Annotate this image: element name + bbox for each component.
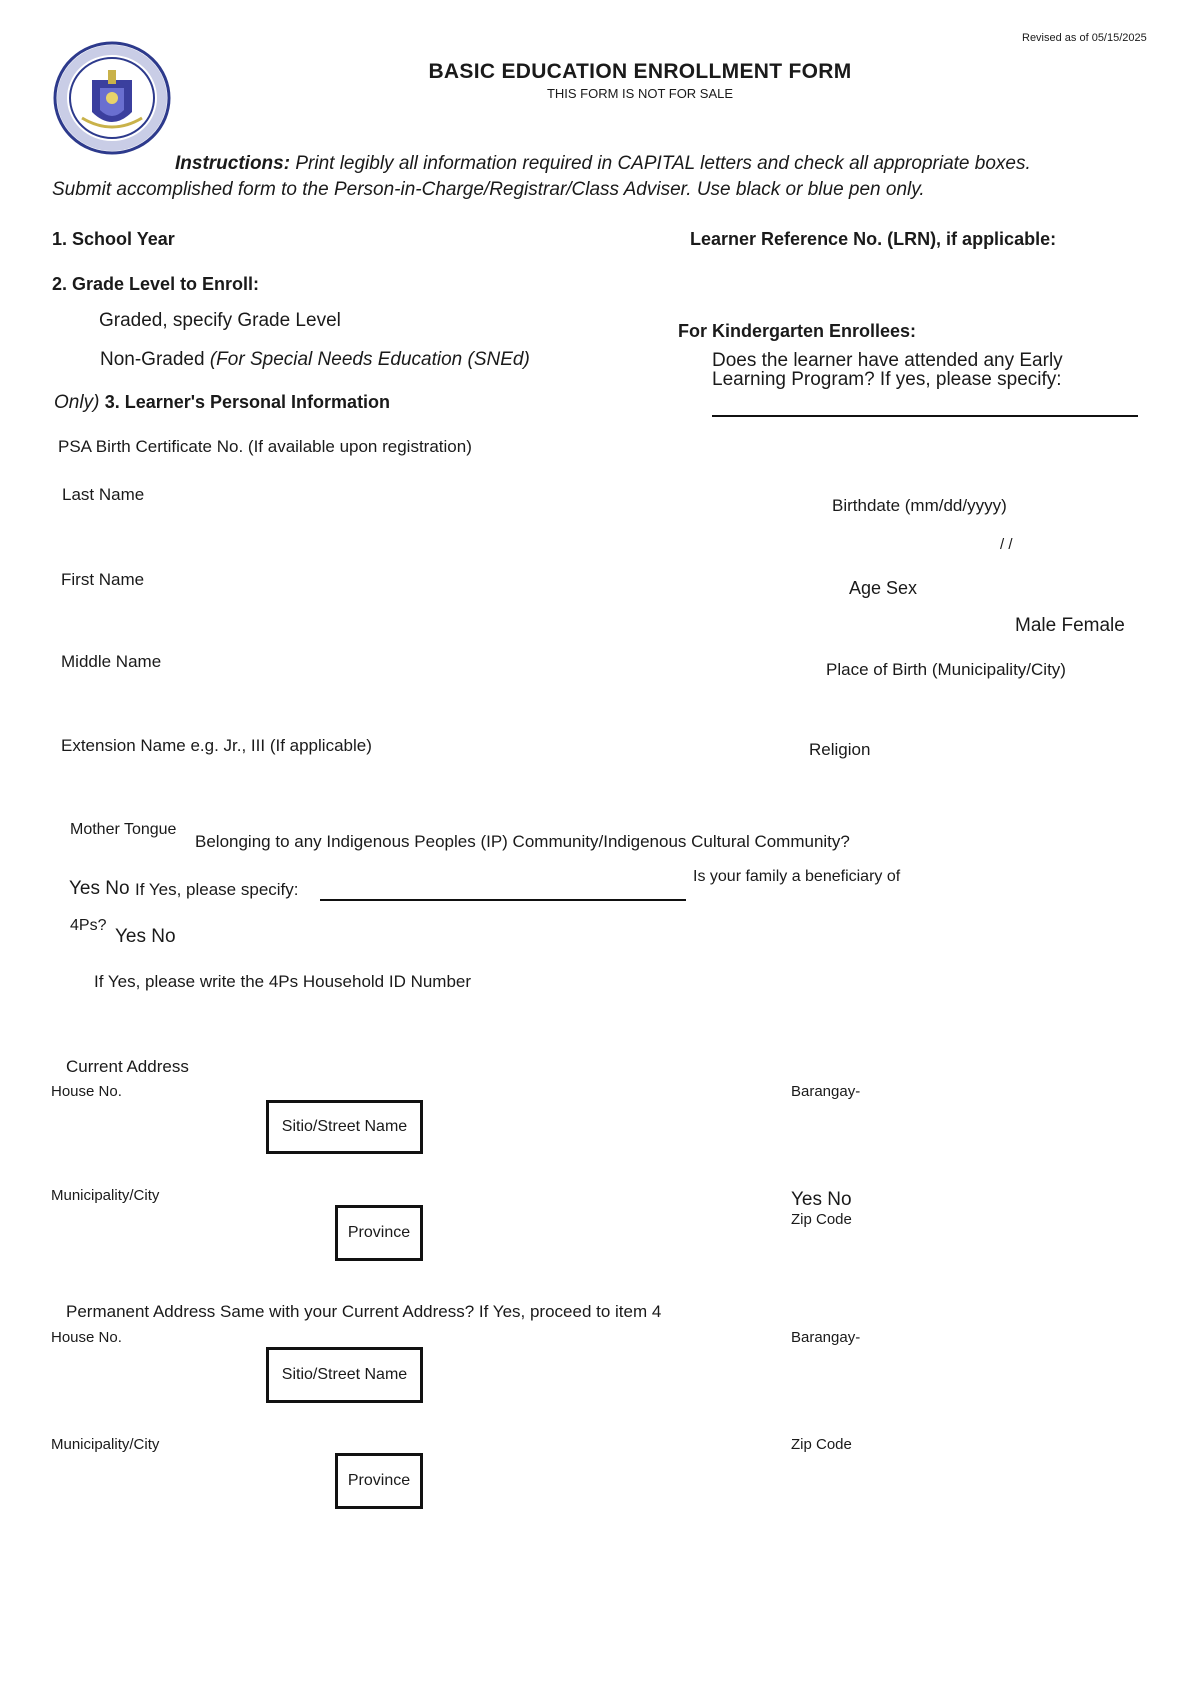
grade-level-heading: 2. Grade Level to Enroll: [52, 274, 260, 294]
psa-label: PSA Birth Certificate No. (If available upon registration) [58, 437, 472, 456]
graded-option[interactable]: Graded, specify Grade Level [99, 310, 341, 331]
sex-options[interactable]: Male Female [1015, 615, 1125, 636]
permanent-house-no-label: House No. [51, 1329, 122, 1346]
fourps-question-2: 4Ps? [70, 917, 107, 934]
ip-specify-line[interactable] [320, 899, 686, 901]
instructions-label: Instructions: [175, 153, 291, 174]
extension-name-label: Extension Name e.g. Jr., III (If applicable) [61, 736, 372, 755]
section3-heading-line [54, 392, 390, 414]
permanent-barangay-label: Barangay- [791, 1329, 861, 1346]
school-year-label: 1. School Year [52, 229, 175, 249]
instructions-line-1 [175, 153, 1031, 175]
mother-tongue-label: Mother Tongue [70, 821, 177, 838]
permanent-province-label: Province [347, 1472, 411, 1489]
kinder-question-2: Learning Program? If yes, please specify: [712, 369, 1062, 390]
form-subtitle: THIS FORM IS NOT FOR SALE [546, 86, 734, 101]
current-barangay-label: Barangay- [791, 1083, 861, 1100]
kinder-heading: For Kindergarten Enrollees: [678, 321, 917, 341]
non-graded-option[interactable] [100, 349, 530, 371]
kinder-question-1: Does the learner have attended any Early [712, 350, 1063, 371]
ip-question: Belonging to any Indigenous Peoples (IP) Community/Indigenous Cultural Community? [195, 832, 850, 851]
fourps-id-label: If Yes, please write the 4Ps Household ID Number [94, 972, 472, 991]
sned-only: Only) [54, 392, 100, 413]
revised-date: Revised as of 05/15/2025 [1022, 32, 1147, 44]
current-municipality-label: Municipality/City [51, 1187, 160, 1204]
ip-specify-label: If Yes, please specify: [135, 880, 299, 899]
current-street-box[interactable] [266, 1100, 423, 1154]
lrn-label: Learner Reference No. (LRN), if applicable: [690, 229, 1057, 249]
middle-name-label: Middle Name [61, 652, 162, 671]
ip-yes-no[interactable]: Yes No [69, 878, 130, 899]
kinder-specify-line[interactable] [712, 415, 1138, 417]
sned-note: (For Special Needs Education (SNEd) [209, 349, 530, 370]
non-graded-label: Non-Graded [100, 349, 205, 370]
birthdate-label: Birthdate (mm/dd/yyyy) [832, 496, 1007, 515]
permanent-address-heading: Permanent Address Same with your Current Address? If Yes, proceed to item 4 [66, 1302, 662, 1321]
instructions-text-1: Print legibly all information required in CAPITAL letters and check all appropriate boxes. [295, 153, 1031, 174]
form-title: BASIC EDUCATION ENROLLMENT FORM [428, 60, 852, 83]
current-province-label: Province [347, 1224, 411, 1241]
current-street-label: Sitio/Street Name [281, 1118, 408, 1135]
current-address-heading: Current Address [66, 1057, 189, 1076]
age-sex-label: Age Sex [849, 578, 918, 598]
permanent-street-box[interactable] [266, 1347, 423, 1403]
permanent-province-box[interactable] [335, 1453, 423, 1509]
religion-label: Religion [809, 740, 871, 759]
permanent-municipality-label: Municipality/City [51, 1436, 160, 1453]
birthdate-separator: / / [1000, 536, 1013, 553]
permanent-zip-label: Zip Code [791, 1436, 852, 1453]
permanent-street-label: Sitio/Street Name [281, 1366, 408, 1383]
current-house-no-label: House No. [51, 1083, 122, 1100]
current-yes-no[interactable]: Yes No [791, 1189, 852, 1210]
fourps-question-1: Is your family a beneficiary of [693, 868, 901, 885]
last-name-label: Last Name [62, 485, 145, 504]
fourps-yes-no[interactable]: Yes No [115, 926, 176, 947]
place-of-birth-label: Place of Birth (Municipality/City) [826, 660, 1066, 679]
current-zip-label: Zip Code [791, 1211, 852, 1228]
personal-info-heading: 3. Learner's Personal Information [104, 392, 391, 412]
instructions-line-2: Submit accomplished form to the Person-in-Charge/Registrar/Class Adviser. Use black or blue pen only. [52, 179, 925, 200]
current-province-box[interactable] [335, 1205, 423, 1261]
first-name-label: First Name [61, 570, 145, 589]
